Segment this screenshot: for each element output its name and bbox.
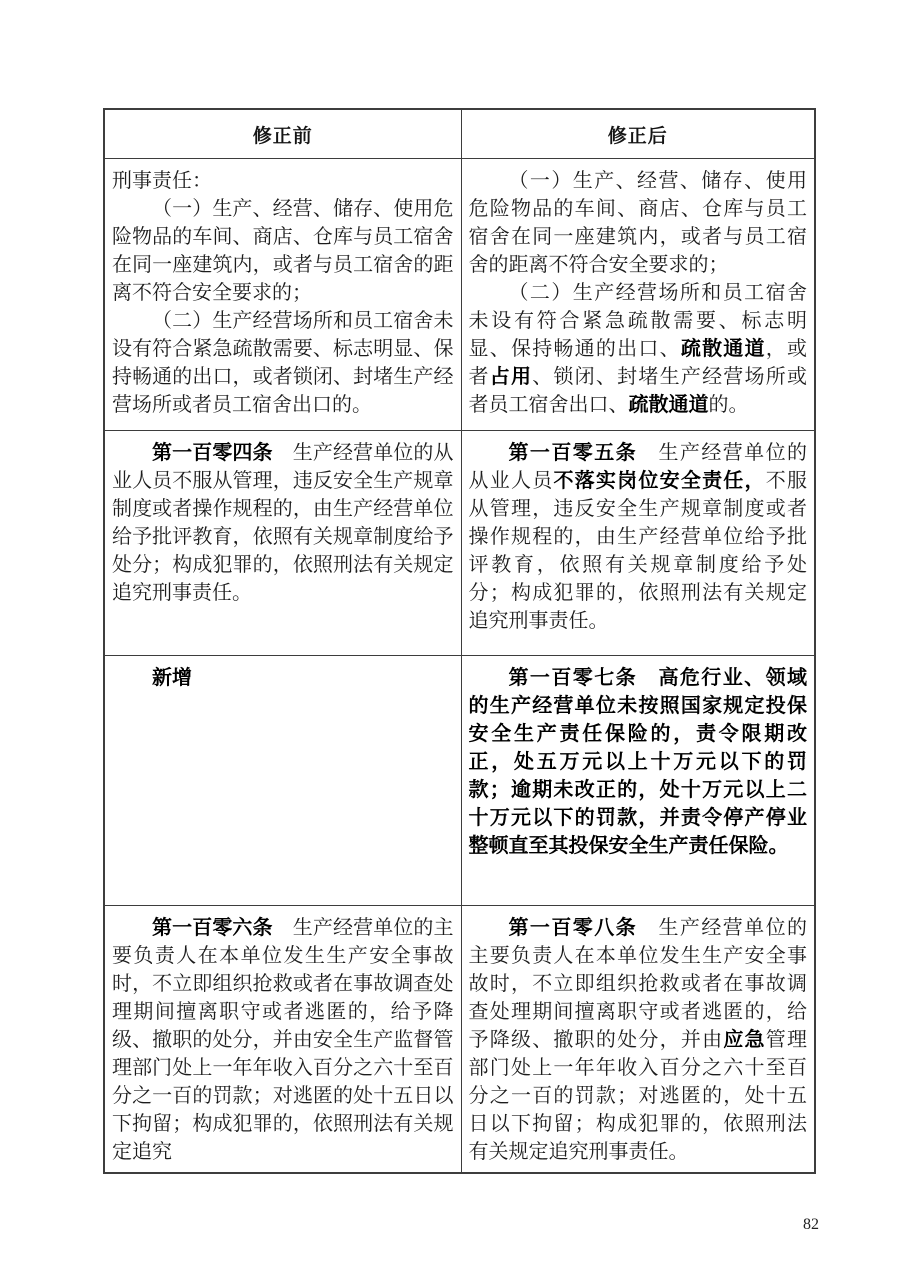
cell-before-row-4 <box>104 906 461 1173</box>
text-run: 生产经营单位的主要负责人在本单位发生生产安全事故时，不立即组织抢救或者在事故调查处理期间擅离职守或者逃匿的，给予降级、撤职的处分，并由安全生产监督管理部门处上一年年收入百分之六十至百分之一百的罚款；对逃匿的处十五日以下拘留；构成犯罪的，依照刑法有关规定追究 <box>112 917 454 1163</box>
text-run: 的。 <box>708 394 749 416</box>
comparison-table <box>103 108 816 1174</box>
text-run: ，或者 <box>468 338 808 388</box>
text-run: 刑事责任： <box>112 170 212 192</box>
text-run: （二）生产经营场所和员工宿舍未设有符合紧急疏散需要、标志明显、保持畅通的出口，或者锁闭、封堵生产经营场所或者员工宿舍出口的。 <box>112 310 454 416</box>
column-header-before: 修正前 <box>104 109 461 159</box>
bold-text-run: 应急 <box>723 1029 766 1051</box>
bold-text-run: 不落实岗位安全责任， <box>553 470 766 492</box>
page-number: 82 <box>803 1216 819 1233</box>
paragraph <box>469 279 808 419</box>
bold-text-run: 新增 <box>152 667 192 689</box>
cell-before-row-3 <box>104 656 461 906</box>
paragraph <box>112 914 454 1166</box>
paragraph <box>469 167 808 279</box>
bold-text-run: 疏散通道 <box>628 394 709 416</box>
paragraph <box>112 167 454 195</box>
bold-text-run: 占用 <box>489 366 533 388</box>
paragraph <box>469 914 808 1166</box>
table-row <box>104 656 815 906</box>
text-run: （一）生产、经营、储存、使用危险物品的车间、商店、仓库与员工宿舍在同一座建筑内，或者与员工宿舍的距离不符合安全要求的； <box>468 170 807 276</box>
bold-text-run: 疏散通道 <box>680 338 766 360</box>
table-row <box>104 431 815 656</box>
column-header-after: 修正后 <box>461 109 815 159</box>
cell-before-row-1 <box>104 159 461 431</box>
text-run: （一）生产、经营、储存、使用危险物品的车间、商店、仓库与员工宿舍在同一座建筑内，或者与员工宿舍的距离不符合安全要求的； <box>112 198 454 304</box>
paragraph <box>469 664 808 860</box>
text-run: 管理部门处上一年年收入百分之六十至百分之一百的罚款；对逃匿的，处十五日以下拘留；构成犯罪的，依照刑法有关规定追究刑事责任。 <box>468 1029 808 1163</box>
table-row <box>104 159 815 431</box>
cell-after-row-1 <box>461 159 815 431</box>
paragraph <box>112 664 454 692</box>
table-row <box>104 906 815 1173</box>
text-run: （二）生产经营场所和员工宿舍未设有符合紧急疏散需要、标志明显、保持畅通的出口、 <box>468 282 807 360</box>
text-run: 生产经营单位的从业人员 <box>468 442 808 492</box>
cell-after-row-2 <box>461 431 815 656</box>
text-run: 生产经营单位的主要负责人在本单位发生生产安全事故时，不立即组织抢救或者在事故调查处理期间擅离职守或者逃匿的，给予降级、撤职的处分，并由 <box>468 917 808 1051</box>
cell-after-row-3 <box>461 656 815 906</box>
cell-after-row-4 <box>461 906 815 1173</box>
paragraph <box>469 439 808 635</box>
header-row <box>104 109 815 159</box>
paragraph <box>112 307 454 419</box>
bold-text-run: 第一百零八条 <box>508 917 638 939</box>
paragraph <box>112 195 454 307</box>
paragraph <box>112 439 454 607</box>
cell-before-row-2 <box>104 431 461 656</box>
text-run: 生产经营单位的从业人员不服从管理，违反安全生产规章制度或者操作规程的，由生产经营单位给予批评教育，依照有关规章制度给予处分；构成犯罪的，依照刑法有关规定追究刑事责任。 <box>112 442 454 604</box>
bold-text-run: 第一百零七条 高危行业、领域的生产经营单位未按照国家规定投保安全生产责任保险的，责令限期改正，处五万元以上十万元以下的罚款；逾期未改正的，处十万元以上二十万元以下的罚款，并责令停产停业整顿直至其投保安全生产责任保险。 <box>468 667 807 857</box>
bold-text-run: 第一百零五条 <box>508 442 638 464</box>
bold-text-run: 第一百零四条 <box>152 442 273 464</box>
text-run: 不服从管理，违反安全生产规章制度或者操作规程的，由生产经营单位给予批评教育，依照有关规章制度给予处分；构成犯罪的，依照刑法有关规定追究刑事责任。 <box>468 470 808 632</box>
text-run: 、锁闭、封堵生产经营场所或者员工宿舍出口、 <box>468 366 808 416</box>
bold-text-run: 第一百零六条 <box>152 917 273 939</box>
